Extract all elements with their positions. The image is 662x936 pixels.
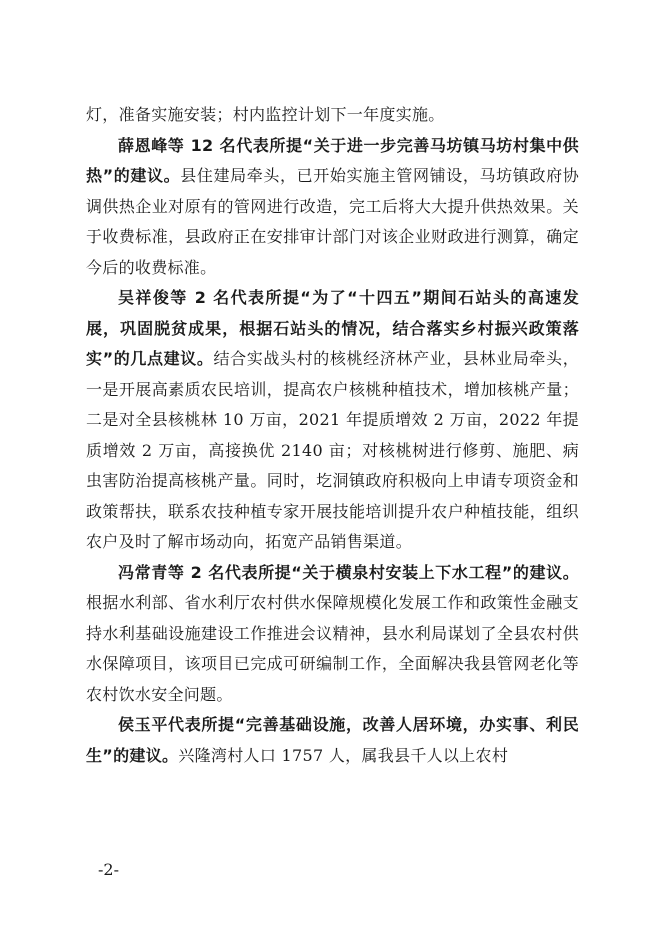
proposal-heading: 冯常青等 2 名代表所提“关于横泉村安装上下水工程”的建议。 — [118, 562, 579, 582]
paragraph-proposal — [86, 283, 579, 558]
paragraph-proposal — [86, 710, 579, 771]
page-number: -2- — [98, 860, 119, 879]
paragraph-text: 根据水利部、省水利厅农村供水保障规模化发展工作和政策性金融支持水利基础设施建设工作推进会议精神，县水利局谋划了全县农村供水保障项目，该项目已完成可研编制工作，全面解决我县管网老化等农村饮水安全问题。 — [86, 593, 579, 704]
proposal-heading: 吴祥俊等 2 名代表所提“为了“十四五”期间石站头的高速发展，巩固脱贫成果，根据石站头的情况，结合落实乡村振兴政策落实”的几点建议。 — [86, 288, 579, 368]
proposal-heading: 薛恩峰等 12 名代表所提“关于进一步完善马坊镇马坊村集中供热”的建议。 — [86, 135, 579, 185]
paragraph-text: 兴隆湾村人口 1757 人，属我县千人以上农村 — [178, 745, 509, 765]
document-body — [86, 100, 579, 771]
paragraph-text: 结合实战头村的核桃经济林产业，县林业局牵头，一是开展高素质农民培训，提高农户核桃种植技术，增加核桃产量；二是对全县核桃林 10 万亩，2021 年提质增效 2 万亩，2022 年提质增效 2 万亩，高接换优 2140 亩；对核桃树进行修剪、施肥、病虫害防治提高核桃产量。同时，圪洞镇政府积极向上申请专项资金和政策帮扶，联系农技种植专家开展技能培训提升农户种植技能，组织农户及时了解市场动向，拓宽产品销售渠道。 — [86, 349, 579, 551]
paragraph-text: 县住建局牵头，已开始实施主管网铺设，马坊镇政府协调供热企业对原有的管网进行改造，完工后将大大提升供热效果。关于收费标准，县政府正在安排审计部门对该企业财政进行测算，确定今后的收费标准。 — [86, 166, 579, 277]
paragraph-continuation — [86, 100, 579, 131]
paragraph-text: 灯，准备实施安装；村内监控计划下一年度实施。 — [86, 105, 445, 124]
paragraph-proposal — [86, 558, 579, 711]
paragraph-proposal — [86, 131, 579, 284]
proposal-heading: 侯玉平代表所提“完善基础设施，改善人居环境，办实事、利民生”的建议。 — [86, 715, 579, 765]
